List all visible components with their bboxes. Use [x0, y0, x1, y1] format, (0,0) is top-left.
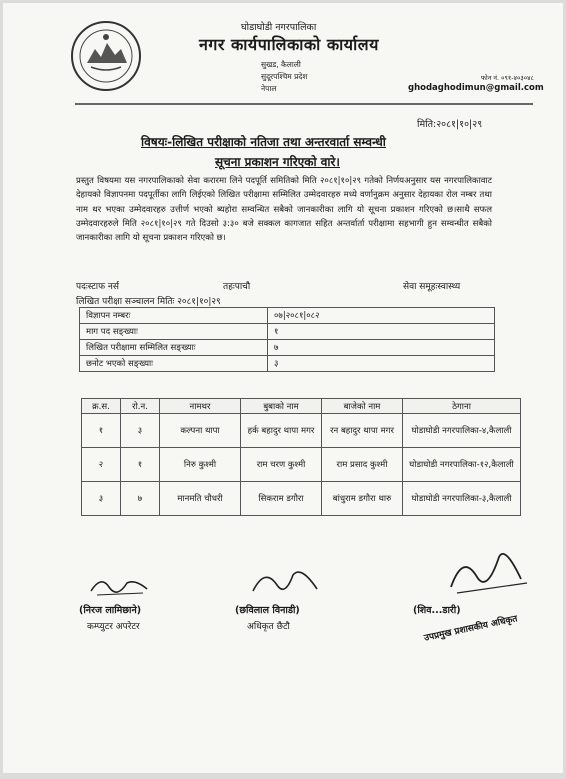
header-address: ठेगाना	[403, 399, 521, 414]
phone-number: फोन नं. ०९१-४०३०४८	[481, 74, 534, 82]
cell-address: घोडाघोडी नगरपालिका-४,कैलाली	[403, 414, 521, 448]
cell-father: राम चरण कुश्मी	[241, 448, 322, 482]
info-value: ३	[268, 356, 495, 372]
cell-roll: ७	[121, 482, 160, 516]
cell-name: कल्पना थापा	[160, 414, 241, 448]
address-line-3: नेपाल	[261, 84, 277, 93]
rank-label: तहःपाचौ	[223, 282, 251, 292]
table-row	[80, 308, 495, 324]
notice-title: सूचना प्रकाशन गरिएको वारे।	[215, 155, 340, 169]
header-divider	[75, 103, 533, 105]
signature-3-icon	[443, 543, 533, 599]
signatory-3-name: (शिव...डारी)	[413, 605, 461, 616]
signatory-3-title: उपप्रमुख प्रशासकीय अधिकृत	[423, 614, 519, 644]
header-name: नामथर	[160, 399, 241, 414]
cell-serial: १	[82, 414, 121, 448]
body-paragraph: प्रस्तुत विषयमा यस नगरपालिकाको सेवा करारमा लिने पदपूर्ति समितिको मिति २०८१|१०|२९ गतेको निर्णयअनुसार यस नगरपालिकावाट देहायको विज्ञापनमा पदपूर्तीका लागि लिईएको लिखित परीक्षामा सम्मिलित उम्मेदवारहरु मध्ये वर्णानुक्रम अनुसार देहायका रोल नम्बर तथा नाम थर भएका उम्मेदवारहरु उत्तीर्ण भएको ब्यहोरा सम्वन्धित सबैको जानकारीका लागि यो सूचना प्रकाशन गरिएको छ।साथै सफल उम्मेदवारहरुले मिति २०८१|१०|२९ गते दिउसो ३:३० बजे सक्कल कागजात सहित अन्तर्वार्ता परीक्षामा सहभागी हुन सम्वन्धीत सबैको जानकारीका लागि यो सूचना प्रकाशन गरिएको छ।	[76, 176, 492, 244]
table-row	[82, 448, 521, 482]
notice-page	[3, 3, 563, 773]
cell-address: घोडाघोडी नगरपालिका-१२,कैलाली	[403, 448, 521, 482]
header-grandfather: बाजेको नाम	[322, 399, 403, 414]
header-serial: क्र.स.	[82, 399, 121, 414]
cell-serial: ३	[82, 482, 121, 516]
signatory-2-title: अधिकृत छैटौ	[247, 622, 290, 632]
info-label: विज्ञापन नम्बरः	[80, 308, 268, 324]
cell-name: मानमति चौधरी	[160, 482, 241, 516]
cell-grandfather: राम प्रसाद कुश्मी	[322, 448, 403, 482]
exam-date-label: लिखित परीक्षा सञ्चालन मितिः २०८१|१०|२९	[76, 297, 221, 307]
table-header-row	[82, 399, 521, 414]
signatory-2-name: (छविलाल विनाडी)	[235, 605, 300, 616]
info-value: ०७|२०८१|०८२	[268, 308, 495, 324]
municipality-seal-icon	[69, 19, 143, 93]
info-label: लिखित परीक्षामा सम्मिलित सङ्ख्याः	[80, 340, 268, 356]
service-group-label: सेवा समूहःस्वास्थ्य	[403, 282, 461, 292]
table-row	[80, 324, 495, 340]
signatory-1-title: कम्प्युटर अपरेटर	[87, 622, 140, 632]
address-line-1: सुखड, कैलाली	[261, 60, 301, 69]
cell-address: घोडाघोडी नगरपालिका-३,कैलाली	[403, 482, 521, 516]
info-value: १	[268, 324, 495, 340]
table-row	[82, 482, 521, 516]
cell-grandfather: बांधुराम डगौरा थारु	[322, 482, 403, 516]
cell-father: हर्क बहादुर थापा मगर	[241, 414, 322, 448]
cell-roll: १	[121, 448, 160, 482]
cell-grandfather: रन बहादुर थापा मगर	[322, 414, 403, 448]
info-label: माग पद सङ्ख्याः	[80, 324, 268, 340]
post-label: पदःस्टाफ नर्स	[76, 282, 119, 292]
cell-serial: २	[82, 448, 121, 482]
header-father: बुबाको नाम	[241, 399, 322, 414]
cell-father: सिकराम डगौरा	[241, 482, 322, 516]
results-table	[81, 398, 521, 516]
letter-date: मिति:२०८१|१०|२९	[417, 119, 483, 130]
table-row	[80, 356, 495, 372]
cell-name: निरु कुश्मी	[160, 448, 241, 482]
header-roll: रो.न.	[121, 399, 160, 414]
vacancy-info-table	[79, 307, 495, 372]
table-row	[80, 340, 495, 356]
cell-roll: ३	[121, 414, 160, 448]
office-title: नगर कार्यपालिकाको कार्यालय	[199, 35, 379, 54]
signatory-1-name: (निरज लामिछाने)	[79, 605, 142, 616]
signature-1-icon	[87, 569, 151, 599]
info-label: छनोट भएको सङ्ख्याः	[80, 356, 268, 372]
signature-2-icon	[247, 563, 325, 599]
email-address: ghodaghodimun@gmail.com	[408, 83, 544, 93]
info-value: ७	[268, 340, 495, 356]
table-row	[82, 414, 521, 448]
office-line: घोडाघोडी नगरपालिका	[241, 22, 317, 33]
address-line-2: सुदूरपश्चिम प्रदेश	[261, 72, 308, 81]
subject-line: विषयः-लिखित परीक्षाको नतिजा तथा अन्तरवार्ता सम्वन्धी	[141, 135, 386, 149]
